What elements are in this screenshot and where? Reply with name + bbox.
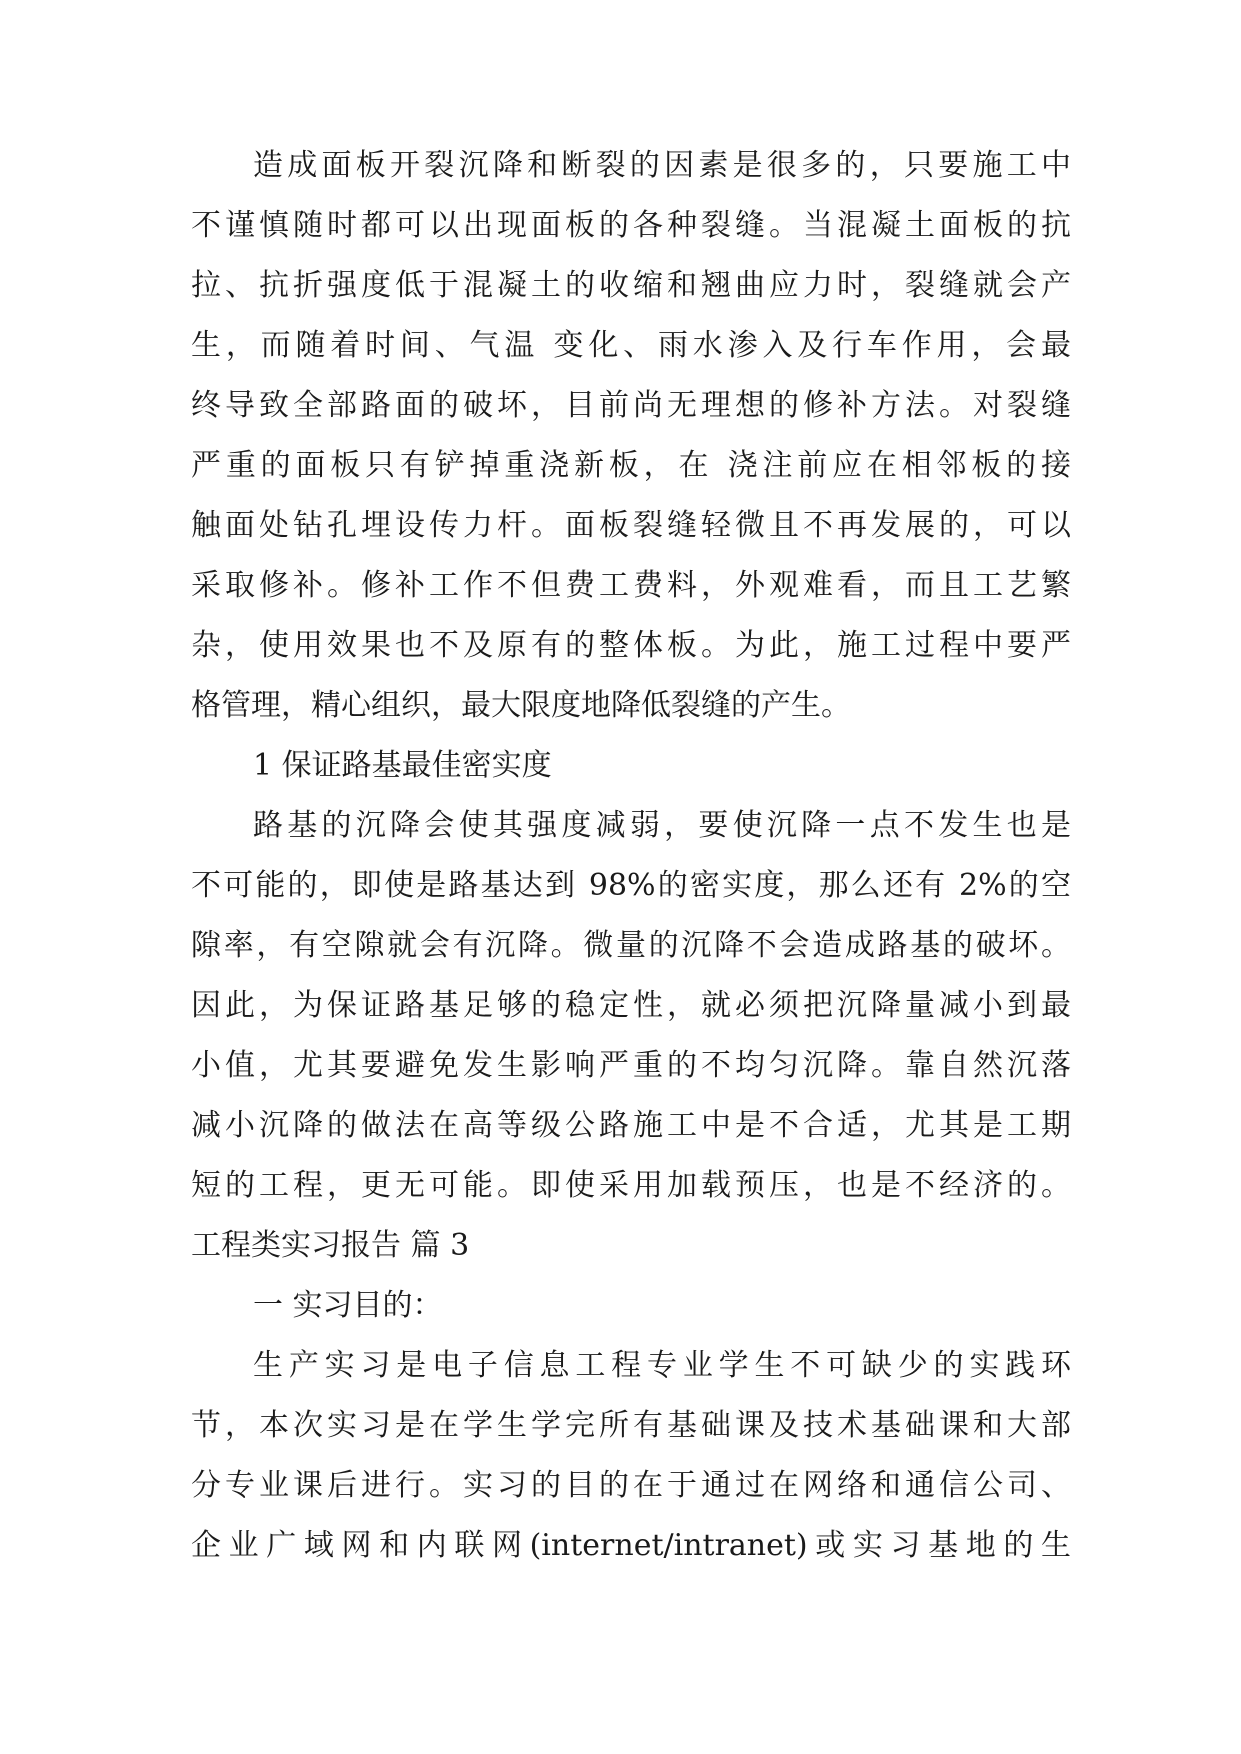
paragraph-line: 不谨慎随时都可以出现面板的各种裂缝。当混凝土面板的抗 xyxy=(191,208,1071,243)
paragraph-line: 格管理，精心组织，最大限度地降低裂缝的产生。 xyxy=(191,688,851,723)
paragraph-line: 隙率，有空隙就会有沉降。微量的沉降不会造成路基的破坏。 xyxy=(191,928,1071,963)
paragraph-line: 生产实习是电子信息工程专业学生不可缺少的实践环 xyxy=(253,1348,1071,1383)
paragraph-line: 短的工程，更无可能。即使采用加载预压，也是不经济的。 xyxy=(191,1168,1071,1203)
paragraph-line: 杂，使用效果也不及原有的整体板。为此，施工过程中要严 xyxy=(191,628,1071,663)
section-heading: 1 保证路基最佳密实度 xyxy=(253,748,552,783)
paragraph-line: 路基的沉降会使其强度减弱，要使沉降一点不发生也是 xyxy=(253,808,1071,843)
paragraph-line: 造成面板开裂沉降和断裂的因素是很多的，只要施工中 xyxy=(253,148,1071,183)
paragraph-line: 减小沉降的做法在高等级公路施工中是不合适，尤其是工期 xyxy=(191,1108,1071,1143)
paragraph-line: 采取修补。修补工作不但费工费料，外观难看，而且工艺繁 xyxy=(191,568,1071,603)
paragraph-line: 严重的面板只有铲掉重浇新板，在 浇注前应在相邻板的接 xyxy=(191,448,1071,483)
paragraph-line: 分专业课后进行。实习的目的在于通过在网络和通信公司、 xyxy=(191,1468,1071,1503)
report-heading: 工程类实习报告 篇 3 xyxy=(191,1228,470,1263)
paragraph-line: 节，本次实习是在学生学完所有基础课及技术基础课和大部 xyxy=(191,1408,1071,1443)
paragraph-line: 不可能的，即使是路基达到 98%的密实度，那么还有 2%的空 xyxy=(191,868,1071,903)
paragraph-line: 小值，尤其要避免发生影响严重的不均匀沉降。靠自然沉落 xyxy=(191,1048,1071,1083)
paragraph-line: 触面处钻孔埋设传力杆。面板裂缝轻微且不再发展的，可以 xyxy=(191,508,1071,543)
paragraph-line: 生，而随着时间、气温 变化、雨水渗入及行车作用，会最 xyxy=(191,328,1071,363)
paragraph-line: 企业广域网和内联网(internet/intranet)或实习基地的生 xyxy=(191,1528,1071,1563)
paragraph-line: 终导致全部路面的破坏，目前尚无理想的修补方法。对裂缝 xyxy=(191,388,1071,423)
section-heading: 一 实习目的： xyxy=(253,1288,443,1323)
paragraph-line: 因此，为保证路基足够的稳定性，就必须把沉降量减小到最 xyxy=(191,988,1071,1023)
paragraph-line: 拉、抗折强度低于混凝土的收缩和翘曲应力时，裂缝就会产 xyxy=(191,268,1071,303)
